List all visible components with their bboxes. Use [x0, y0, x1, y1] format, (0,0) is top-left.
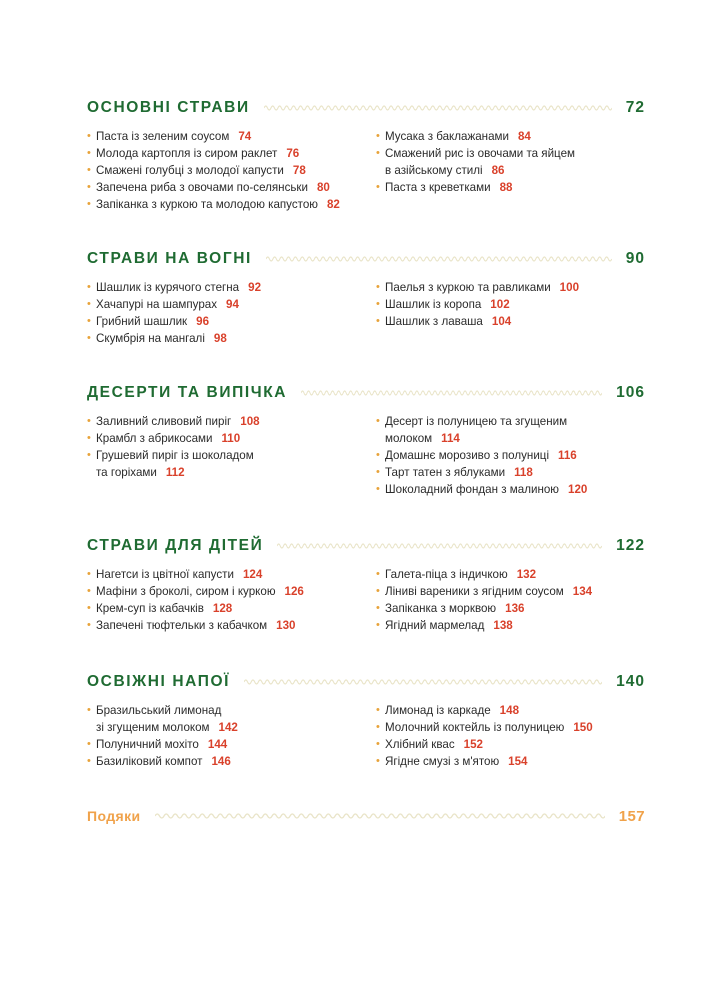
- toc-section: [87, 380, 645, 498]
- section-header[interactable]: [87, 380, 645, 406]
- toc-entry[interactable]: [87, 196, 376, 213]
- bullet-icon: •: [376, 130, 380, 142]
- wave-divider: [244, 677, 602, 687]
- bullet-icon: •: [376, 415, 380, 427]
- bullet-icon: •: [376, 449, 380, 461]
- bullet-icon: •: [376, 281, 380, 293]
- toc-entry[interactable]: [376, 481, 645, 498]
- bullet-icon: •: [87, 332, 91, 344]
- section-page-number: 106: [616, 384, 645, 401]
- toc-entry[interactable]: [376, 736, 645, 753]
- entry-page-number: 120: [568, 483, 588, 496]
- entry-page-number: 112: [165, 466, 185, 479]
- section-page-number: 122: [616, 537, 645, 554]
- toc-entry[interactable]: [87, 702, 376, 736]
- toc-entry[interactable]: [87, 279, 376, 296]
- bullet-icon: •: [376, 721, 380, 733]
- entry-page-number: 130: [276, 619, 296, 632]
- section-title: СТРАВИ НА ВОГНІ: [87, 250, 266, 268]
- entry-title: Лимонад із каркаде: [385, 704, 491, 717]
- wave-line-icon: [244, 677, 602, 687]
- toc-entry[interactable]: [376, 566, 645, 583]
- toc-entry[interactable]: [87, 447, 376, 481]
- wave-line-icon: [277, 541, 602, 551]
- toc-entry[interactable]: [376, 719, 645, 736]
- entries-column-right: [376, 413, 645, 498]
- toc-section: [87, 246, 645, 347]
- toc-entry[interactable]: [87, 179, 376, 196]
- bullet-icon: •: [87, 585, 91, 597]
- toc-entry[interactable]: [87, 296, 376, 313]
- bullet-icon: •: [87, 147, 91, 159]
- wave-divider: [277, 541, 602, 551]
- wave-divider: [264, 103, 612, 113]
- entry-title: Шашлик з лаваша: [385, 315, 483, 328]
- entry-title: Запечені тюфтельки з кабачком: [96, 619, 268, 632]
- entry-title: Грибний шашлик: [96, 315, 188, 328]
- entry-page-number: 98: [213, 332, 227, 345]
- toc-entry[interactable]: [87, 617, 376, 634]
- bullet-icon: •: [87, 415, 91, 427]
- bullet-icon: •: [87, 619, 91, 631]
- section-header[interactable]: [87, 533, 645, 559]
- bullet-icon: •: [87, 281, 91, 293]
- entry-page-number: 78: [292, 164, 306, 177]
- bullet-icon: •: [87, 164, 91, 176]
- entry-page-number: 82: [326, 198, 340, 211]
- section-page-number: 90: [625, 250, 645, 267]
- entry-title: Мафіни з броколі, сиром і куркою: [96, 585, 276, 598]
- entry-title: Крем-суп із кабачків: [96, 602, 204, 615]
- wave-divider: [266, 254, 612, 264]
- toc-entry[interactable]: [87, 145, 376, 162]
- toc-entry[interactable]: [376, 128, 645, 145]
- entry-page-number: 84: [517, 130, 531, 143]
- bullet-icon: •: [87, 602, 91, 614]
- toc-entry[interactable]: [87, 330, 376, 347]
- toc-entry[interactable]: [87, 566, 376, 583]
- toc-entry[interactable]: [87, 600, 376, 617]
- entry-title: Десерт із полуницею та згущеним: [385, 415, 568, 428]
- bullet-icon: •: [376, 466, 380, 478]
- entries-column-right: [376, 128, 645, 213]
- section-entries: [87, 128, 645, 213]
- toc-entry[interactable]: [87, 753, 376, 770]
- section-title: ДЕСЕРТИ ТА ВИПІЧКА: [87, 384, 301, 402]
- entry-title: Ягідний мармелад: [385, 619, 485, 632]
- section-title: СТРАВИ ДЛЯ ДІТЕЙ: [87, 537, 277, 555]
- entry-title: Смажений рис із овочами та яйцем: [385, 147, 575, 160]
- section-header[interactable]: [87, 95, 645, 121]
- entry-page-number: 146: [211, 755, 231, 768]
- bullet-icon: •: [87, 449, 91, 461]
- entry-title: Хлібний квас: [385, 738, 455, 751]
- entry-title: Полуничний мохіто: [96, 738, 199, 751]
- toc-entry[interactable]: [87, 583, 376, 600]
- toc-entry[interactable]: [87, 313, 376, 330]
- entry-title: Шашлик із коропа: [385, 298, 482, 311]
- entry-title: Хачапурі на шампурах: [96, 298, 218, 311]
- entry-title: в азійському стилі: [385, 164, 483, 177]
- section-entries: [87, 702, 645, 770]
- bullet-icon: •: [376, 568, 380, 580]
- bullet-icon: •: [376, 619, 380, 631]
- entry-title: Ягідне смузі з м'ятою: [385, 755, 500, 768]
- bullet-icon: •: [376, 704, 380, 716]
- toc-entry[interactable]: [376, 447, 645, 464]
- toc-entry[interactable]: [376, 279, 645, 296]
- entry-page-number: 118: [514, 466, 533, 479]
- bullet-icon: •: [87, 181, 91, 193]
- section-page-number: 140: [616, 673, 645, 690]
- entry-page-number: 142: [218, 721, 238, 734]
- section-header: [87, 803, 645, 829]
- section-entries: [87, 566, 645, 634]
- bullet-icon: •: [87, 704, 91, 716]
- section-page-number: 157: [618, 807, 645, 825]
- entry-title: Тарт татен з яблуками: [385, 466, 506, 479]
- entry-page-number: 80: [316, 181, 330, 194]
- entry-page-number: 128: [212, 602, 233, 615]
- toc-entry[interactable]: [87, 413, 376, 430]
- entry-title: Скумбрія на мангалі: [96, 332, 205, 345]
- section-page-number: 72: [625, 99, 645, 116]
- entries-column-right: [376, 702, 645, 770]
- toc-entry[interactable]: [376, 464, 645, 481]
- entry-title: Грушевий пиріг із шоколадом: [96, 449, 254, 462]
- entry-title: Молода картопля із сиром раклет: [96, 147, 278, 160]
- bullet-icon: •: [87, 755, 91, 767]
- entry-page-number: 136: [505, 602, 525, 615]
- entry-title: зі згущеним молоком: [96, 721, 210, 734]
- section-title: ОСНОВНІ СТРАВИ: [87, 99, 264, 117]
- entry-page-number: 88: [499, 181, 513, 194]
- entry-title: Базиліковий компот: [96, 755, 203, 768]
- entry-page-number: 148: [499, 704, 520, 717]
- toc-entry[interactable]: [87, 128, 376, 145]
- bullet-icon: •: [376, 738, 380, 750]
- bullet-icon: •: [87, 568, 91, 580]
- entry-title: та горіхами: [96, 466, 157, 479]
- entry-title: Запіканка з куркою та молодою капустою: [96, 198, 318, 211]
- toc-section: [87, 669, 645, 770]
- entries-column-left: [87, 128, 376, 213]
- entry-title: Нагетси із цвітної капусти: [96, 568, 234, 581]
- bullet-icon: •: [87, 738, 91, 750]
- toc-entry[interactable]: [376, 179, 645, 196]
- entry-page-number: 102: [490, 298, 510, 311]
- toc-entry[interactable]: [87, 430, 376, 447]
- entry-page-number: 108: [240, 415, 260, 428]
- toc-entry[interactable]: [376, 753, 645, 770]
- toc-entry[interactable]: [87, 736, 376, 753]
- entry-page-number: 124: [242, 568, 263, 581]
- entries-column-left: [87, 566, 376, 634]
- toc-entry[interactable]: [376, 617, 645, 634]
- toc-section: [87, 95, 645, 213]
- entry-page-number: 132: [516, 568, 537, 581]
- entry-page-number: 134: [572, 585, 593, 598]
- bullet-icon: •: [87, 432, 91, 444]
- bullet-icon: •: [87, 130, 91, 142]
- entry-title: Ліниві вареники з ягідним соусом: [385, 585, 564, 598]
- entry-title: Запечена риба з овочами по-селянськи: [96, 181, 308, 194]
- toc-entry[interactable]: [376, 583, 645, 600]
- entries-column-left: [87, 413, 376, 498]
- toc-entry[interactable]: [376, 702, 645, 719]
- entry-page-number: 94: [226, 298, 239, 311]
- entry-title: Смажені голубці з молодої капусти: [96, 164, 284, 177]
- entry-page-number: 76: [286, 147, 300, 160]
- wave-line-icon: [266, 254, 612, 264]
- bullet-icon: •: [376, 315, 380, 327]
- entry-title: Запіканка з морквою: [385, 602, 497, 615]
- toc-entry[interactable]: [376, 313, 645, 330]
- entry-title: Галета-піца з індичкою: [385, 568, 508, 581]
- entry-title: Паста із зеленим соусом: [96, 130, 230, 143]
- bullet-icon: •: [376, 755, 380, 767]
- entry-page-number: 114: [441, 432, 460, 445]
- entries-column-right: [376, 566, 645, 634]
- wave-line-icon: [301, 388, 602, 398]
- entry-title: Мусака з баклажанами: [385, 130, 509, 143]
- section-title: ОСВІЖНІ НАПОЇ: [87, 673, 244, 691]
- entry-title: Заливний сливовий пиріг: [96, 415, 232, 428]
- wave-line-icon: [264, 103, 612, 113]
- section-header[interactable]: [87, 669, 645, 695]
- section-title: Подяки: [87, 808, 155, 824]
- bullet-icon: •: [87, 298, 91, 310]
- bullet-icon: •: [376, 147, 380, 159]
- entry-page-number: 152: [463, 738, 483, 751]
- toc-entry[interactable]: [87, 162, 376, 179]
- entries-column-right: [376, 279, 645, 347]
- entry-page-number: 150: [573, 721, 593, 734]
- toc-section: [87, 533, 645, 634]
- bullet-icon: •: [376, 602, 380, 614]
- section-header[interactable]: [87, 246, 645, 272]
- bullet-icon: •: [376, 298, 380, 310]
- entry-title: Шоколадний фондан з малиною: [385, 483, 559, 496]
- entry-title: Паста з креветками: [385, 181, 491, 194]
- entry-title: Бразильський лимонад: [96, 704, 222, 717]
- entry-page-number: 154: [508, 755, 528, 768]
- bullet-icon: •: [376, 483, 380, 495]
- wave-divider: [155, 811, 605, 821]
- bullet-icon: •: [87, 315, 91, 327]
- toc-entry[interactable]: [376, 600, 645, 617]
- toc-section-thanks[interactable]: [87, 803, 645, 829]
- entry-page-number: 96: [196, 315, 210, 328]
- bullet-icon: •: [376, 585, 380, 597]
- entries-column-left: [87, 279, 376, 347]
- entry-title: Шашлик із курячого стегна: [96, 281, 240, 294]
- entry-title: молоком: [385, 432, 433, 445]
- entry-title: Крамбл з абрикосами: [96, 432, 213, 445]
- entry-page-number: 116: [558, 449, 577, 462]
- entry-page-number: 126: [284, 585, 304, 598]
- section-entries: [87, 279, 645, 347]
- toc-entry[interactable]: [376, 296, 645, 313]
- entry-page-number: 138: [493, 619, 513, 632]
- toc-entry[interactable]: [376, 413, 645, 447]
- toc-entry[interactable]: [376, 145, 645, 179]
- entry-page-number: 144: [207, 738, 228, 751]
- entry-title: Паелья з куркою та равликами: [385, 281, 551, 294]
- entry-page-number: 100: [559, 281, 580, 294]
- entries-column-left: [87, 702, 376, 770]
- wave-line-icon: [155, 811, 605, 821]
- entry-title: Домашнє морозиво з полуниці: [385, 449, 550, 462]
- entry-page-number: 74: [238, 130, 252, 143]
- bullet-icon: •: [376, 181, 380, 193]
- entry-page-number: 110: [221, 432, 241, 445]
- section-entries: [87, 413, 645, 498]
- entry-page-number: 104: [491, 315, 512, 328]
- entry-page-number: 92: [248, 281, 262, 294]
- wave-divider: [301, 388, 602, 398]
- entry-title: Молочний коктейль із полуницею: [385, 721, 565, 734]
- bullet-icon: •: [87, 198, 91, 210]
- entry-page-number: 86: [491, 164, 505, 177]
